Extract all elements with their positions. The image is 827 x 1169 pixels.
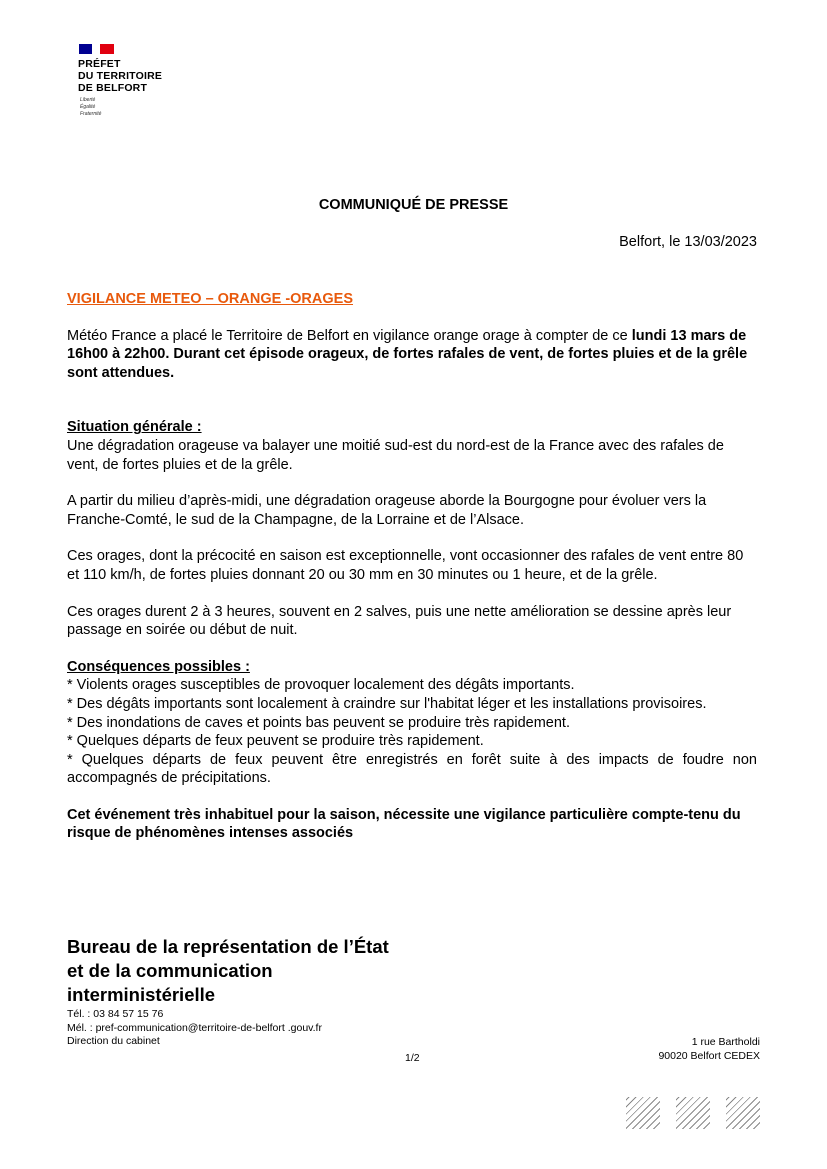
decorative-stripes-icon [626,1097,660,1129]
logo-line: DU TERRITOIRE [78,70,163,82]
logo-line: DE BELFORT [78,82,148,94]
motto-line: Fraternité [80,111,102,117]
list-item: * Quelques départs de feux peuvent être enregistrés en forêt suite à des impacts de foudre non accompagnés de précipitations. [67,751,757,787]
list-item: * Violents orages susceptibles de provoquer localement des dégâts importants. [67,677,575,694]
phone: Tél. : 03 84 57 15 76 [67,1008,164,1020]
intro-bold-text: lundi 13 mars de 16h00 à 22h00. Durant cet épisode orageux, de fortes rafales de vent, de fortes pluies et de la grêle sont attendues. [67,327,748,381]
contact-block [67,1008,397,1049]
consequences-section [67,658,757,788]
paragraph: Une dégradation orageuse va balayer une moitié sud-est du nord-est de la France avec des rafales de vent, de fortes pluies et de la grêle. [67,437,724,473]
list-item: * Quelques départs de feux peuvent se produire très rapidement. [67,733,484,750]
footer-contact [67,935,397,1049]
section-heading: Conséquences possibles : [67,658,250,675]
document-title: COMMUNIQUÉ DE PRESSE [318,197,509,213]
paragraph: Ces orages durent 2 à 3 heures, souvent en 2 salves, puis une nette amélioration se dessine après leur passage en soirée ou début de nuit. [67,603,732,639]
office-name: Bureau de la représentation de l’État et de la communication interministérielle [67,936,389,1005]
intro-paragraph [67,327,757,383]
document-date: Belfort, le 13/03/2023 [619,234,757,250]
situation-section [67,418,757,639]
address-line: 1 rue Bartholdi [691,1036,760,1048]
intro-text: Météo France a placé le Territoire de Belfort en vigilance orange orage à compter de ce [67,327,632,344]
section-heading: Situation générale : [67,419,202,436]
republic-motto [80,97,101,118]
paragraph: Ces orages, dont la précocité en saison est exceptionnelle, vont occasionner des rafales de vent entre 80 et 110 km/h, de fortes pluies donnant 20 ou 30 mm en 30 minutes ou 1 heure, et de la grêle. [67,548,744,583]
email-link[interactable]: Mél. : pref-communication@territoire-de-belfort .gouv.fr [67,1021,322,1034]
address-line: 90020 Belfort CEDEX [658,1050,760,1062]
motto-line: Égalité [80,104,96,110]
direction: Direction du cabinet [67,1035,160,1047]
list-item: * Des inondations de caves et points bas peuvent se produire très rapidement. [67,714,570,731]
prefecture-logo-text [78,58,162,94]
french-flag-logo [79,44,114,54]
list-item: * Des dégâts importants sont localement à craindre sur l'habitat léger et les installations provisoires. [67,695,707,712]
paragraph: A partir du milieu d’après-midi, une dégradation orageuse aborde la Bourgogne pour évoluer vers la Franche-Comté, le sud de la Champagne, de la Lorraine et de l’Alsace. [67,493,707,528]
motto-line: Liberté [80,97,96,103]
address [658,1035,760,1063]
logo-line: PRÉFET [78,58,121,70]
decorative-stripes-icon [726,1097,760,1129]
page-number: 1/2 [405,1052,420,1064]
decorative-stripes-icon [676,1097,710,1129]
conclusion: Cet événement très inhabituel pour la saison, nécessite une vigilance particulière compte-tenu du risque de phénomènes intenses associés [67,806,741,842]
document-body [67,290,757,843]
headline: VIGILANCE METEO – ORANGE -ORAGES [67,291,353,307]
